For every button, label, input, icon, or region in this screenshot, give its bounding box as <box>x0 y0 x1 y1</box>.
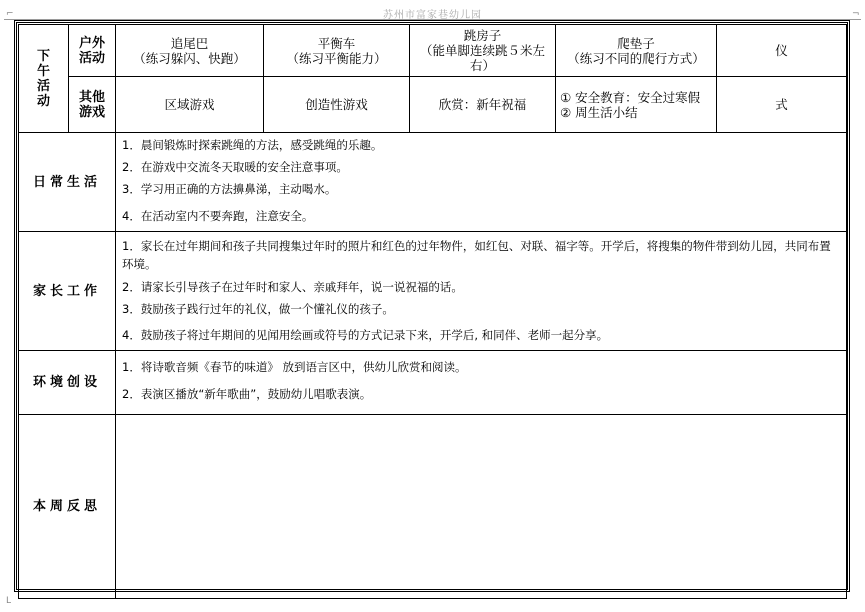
list-item: 1．将诗歌音频《春节的味道》 放到语言区中，供幼儿欣赏和阅读。 <box>122 360 467 374</box>
other-game: 欣赏：新年祝福 <box>410 77 556 133</box>
reflection-row <box>19 415 847 599</box>
other-games-row <box>19 77 847 133</box>
outdoor-row <box>19 25 847 77</box>
environment-content <box>116 351 847 415</box>
daily-life-label: 日常生活 <box>19 133 116 232</box>
page-header: 苏州市富家巷幼儿园 <box>383 10 482 21</box>
daily-life-content <box>116 133 847 232</box>
reflection-label: 本周反思 <box>19 415 116 599</box>
activity-desc: （练习平衡能力） <box>286 50 387 66</box>
other-games-label: 其他游戏 <box>69 77 116 133</box>
outdoor-label: 户外活动 <box>69 25 116 77</box>
list-item: 2．请家长引导孩子在过年时和家人、亲戚拜年，说一说祝福的话。 <box>122 280 463 294</box>
outdoor-activity <box>556 25 717 77</box>
activity-title: 追尾巴 <box>170 35 209 51</box>
other-game <box>556 77 717 133</box>
daily-life-row <box>19 133 847 232</box>
list-item: 2．在游戏中交流冬天取暖的安全注意事项。 <box>122 160 348 174</box>
parent-work-label: 家长工作 <box>19 232 116 351</box>
other-game: 区域游戏 <box>116 77 264 133</box>
list-item: 2．表演区播放“新年歌曲”，鼓励幼儿唱歌表演。 <box>122 387 372 401</box>
activity-desc: （练习不同的爬行方式） <box>567 50 705 66</box>
ceremony-bottom: 式 <box>717 77 847 133</box>
corner-mark: L <box>6 596 12 606</box>
list-item: 4．鼓励孩子将过年期间的见闻用绘画或符号的方式记录下来，开学后, 和同伴、老师一起分享。 <box>122 328 609 342</box>
list-item: 3．学习用正确的方法擤鼻涕，主动喝水。 <box>122 182 337 196</box>
outdoor-activity <box>116 25 264 77</box>
outdoor-activity <box>264 25 410 77</box>
corner-mark: ⌐ <box>6 9 14 19</box>
activity-title: 跳房子 <box>463 28 502 43</box>
reflection-content[interactable] <box>116 415 847 599</box>
environment-label: 环境创设 <box>19 351 116 415</box>
activity-desc: （能单脚连续跳５米左右） <box>419 43 545 73</box>
list-item: 4．在活动室内不要奔跑，注意安全。 <box>122 209 314 223</box>
other-game: 创造性游戏 <box>264 77 410 133</box>
environment-row <box>19 351 847 415</box>
summary-item: ② 周生活小结 <box>560 104 638 120</box>
parent-work-content <box>116 232 847 351</box>
afternoon-label: 下午活动 <box>19 25 69 133</box>
list-item: 1．家长在过年期间和孩子共同搜集过年时的照片和红色的过年物件，如红包、对联、福字等。开学后，将搜集的物件带到幼儿园，共同布置环境。 <box>122 239 831 271</box>
parent-work-row <box>19 232 847 351</box>
list-item: 3．鼓励孩子践行过年的礼仪，做一个懂礼仪的孩子。 <box>122 302 394 316</box>
list-item: 1．晨间锻炼时探索跳绳的方法，感受跳绳的乐趣。 <box>122 138 383 152</box>
corner-mark: ¬ <box>852 9 860 19</box>
activity-title: 平衡车 <box>317 35 356 51</box>
safety-item: ① 安全教育：安全过寒假 <box>560 89 701 105</box>
outdoor-activity <box>410 25 556 77</box>
weekly-plan-table <box>18 24 847 599</box>
activity-title: 爬垫子 <box>617 35 655 51</box>
ceremony-top: 仪 <box>717 25 847 77</box>
activity-desc: （练习躲闪、快跑） <box>133 50 246 66</box>
